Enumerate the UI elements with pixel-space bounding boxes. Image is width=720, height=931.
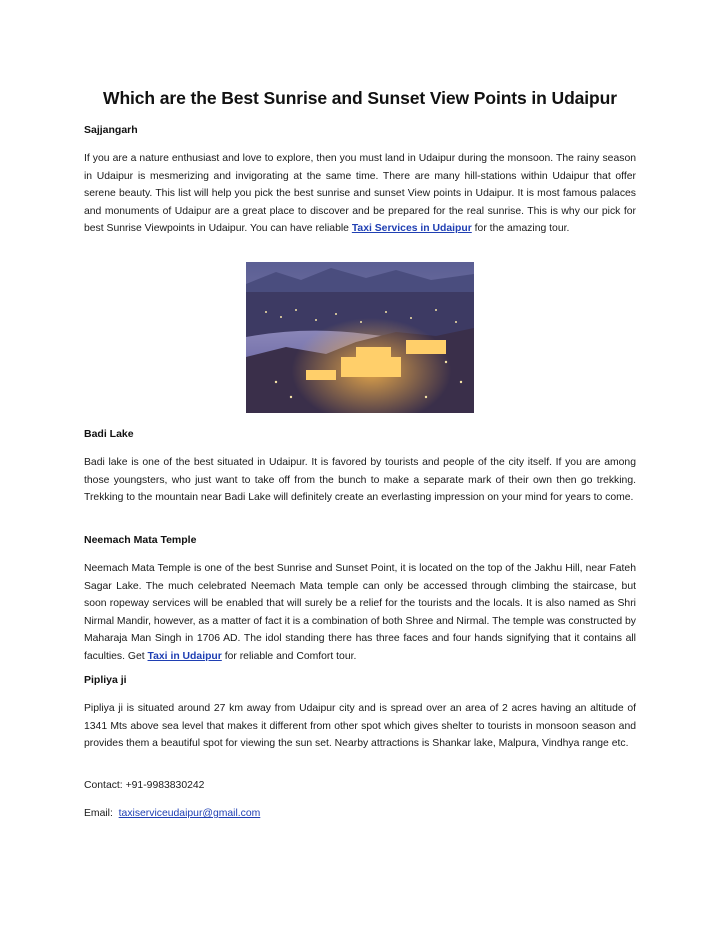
section-text-sajjangarh (84, 150, 636, 238)
section-text-pipliya-ji: Pipliya ji is situated around 27 km away from Udaipur city and is spread over an area of 2 acres having an altitude of 1341 Mts above sea level that makes it different from other spot which gives shelter to tourists in monsoon season and provides them a beautiful spot for viewing the sun set. Nearby attractions is Shankar lake, Malpura, Vindhya range etc. (84, 703, 636, 750)
neemach-text-part2: for reliable and Comfort tour. (221, 650, 357, 662)
email-label: Email: (84, 808, 119, 819)
udaipur-city-night-photo (246, 262, 474, 413)
section-heading-badi-lake: Badi Lake (84, 428, 134, 440)
email-link[interactable]: taxiserviceudaipur@gmail.com (118, 808, 261, 819)
section-heading-sajjangarh: Sajjangarh (84, 124, 138, 136)
sajjangarh-text-part1: If you are a nature enthusiast and love to explore, then you must land in Udaipur during the monsoon. The rainy season in Udaipur is mesmerizing and invigorating at the same time. There are many hill-stations within Udaipur that offer serene beauty. This list will help you pick the best sunrise and sunset View points in Udaipur. It is most famous palaces and monuments of Udaipur are a great place to discover and be prepared for the real sunrise. This is why our pick for best Sunrise Viewpoints in Udaipur. You can have reliable (84, 153, 636, 235)
contact-email-line (84, 808, 260, 819)
page-title: Which are the Best Sunrise and Sunset View Points in Udaipur (103, 88, 617, 108)
section-text-badi-lake: Badi lake is one of the best situated in Udaipur. It is favored by tourists and people of the city itself. If you are among those youngsters, who just want to take off from the bunch to make a separate mark of their own then go trekking. Trekking to the mountain near Badi Lake will definitely create an everlasting impression on your mind for years to come. (84, 457, 636, 504)
taxi-services-udaipur-link[interactable]: Taxi Services in Udaipur (351, 223, 472, 235)
contact-phone: Contact: +91-9983830242 (84, 780, 205, 791)
section-heading-neemach-mata-temple: Neemach Mata Temple (84, 534, 197, 546)
section-text-neemach-mata-temple (84, 560, 636, 666)
sajjangarh-text-part2: for the amazing tour. (471, 223, 570, 235)
neemach-text-part1: Neemach Mata Temple is one of the best Sunrise and Sunset Point, it is located on the top of the Jakhu Hill, near Fateh Sagar Lake. The much celebrated Neemach Mata temple can only be accessed through climbing the staircase, but soon ropeway services will be enabled that will surely be a relief for the tourists and the locals. It is also named as Shri Nirmal Mandir, however, as a matter of fact it is a combination of both Shree and Nirmal. The temple was constructed by Maharaja Man Singh in 1706 AD. The idol standing there has three faces and four hands signifying that it contains all faculties. Get (84, 563, 636, 662)
taxi-in-udaipur-link[interactable]: Taxi in Udaipur (147, 650, 222, 662)
section-heading-pipliya-ji: Pipliya ji (84, 674, 127, 686)
